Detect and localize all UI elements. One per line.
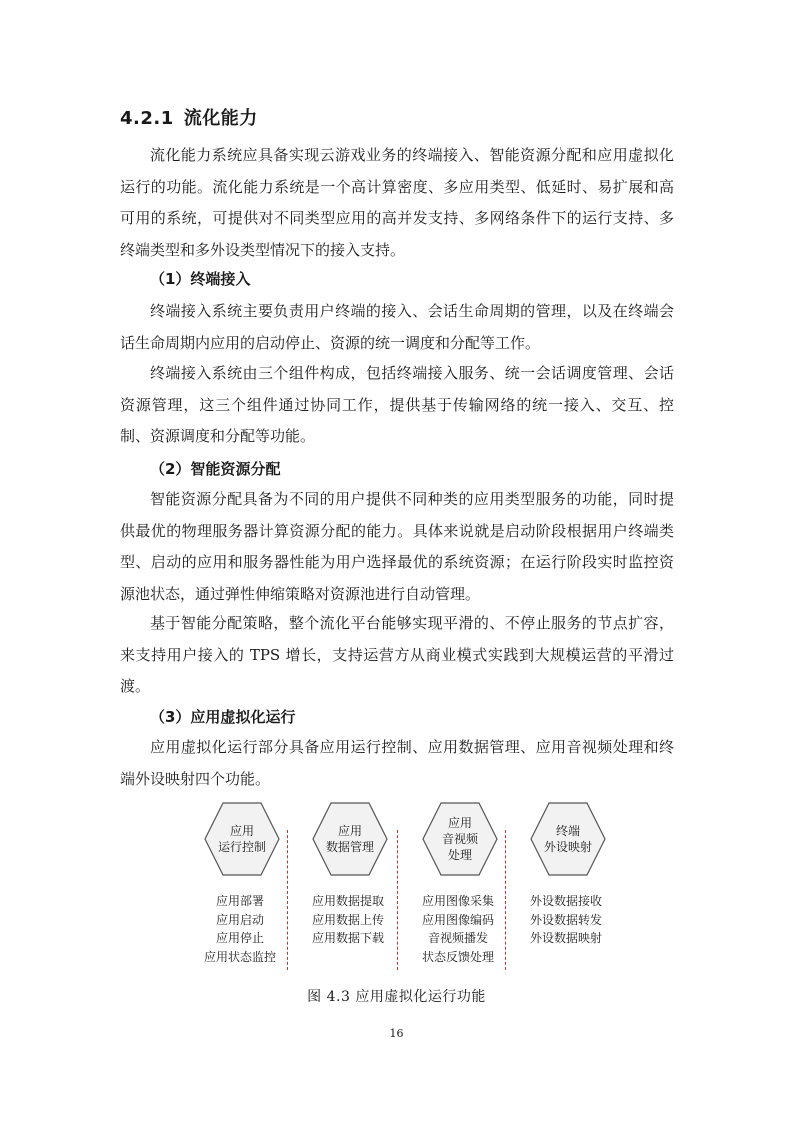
- subheading-app-virtualization: （3）应用虚拟化运行: [150, 708, 296, 726]
- section-title: 流化能力: [183, 108, 258, 129]
- function-item: 应用启动: [215, 912, 264, 927]
- hex-line: 应用: [447, 816, 472, 830]
- function-item: 状态反馈处理: [421, 949, 494, 964]
- dashed-divider: [397, 830, 398, 970]
- function-item: 应用停止: [215, 931, 264, 945]
- hex-line: 处理: [447, 848, 472, 862]
- resource-paragraph-1: 智能资源分配具备为不同的用户提供不同种类的应用类型服务的功能，同时提供最优的物理服务器计算资源分配的能力。具体来说就是启动阶段根据用户终端类型、启动的应用和服务器性能为用户选择最优的系统资源；在运行阶段实时监控资源池状态，通过弹性伸缩策略对资源池进行自动管理。: [120, 490, 674, 603]
- hexagon-av-processing: [421, 800, 499, 878]
- hexagon-data-management: [311, 800, 389, 878]
- diagram-column-av-processing: [403, 800, 513, 975]
- resource-paragraph-2: 基于智能分配策略，整个流化平台能够实现平滑的、不停止服务的节点扩容，来支持用户接入的 TPS 增长，支持运营方从商业模式实践到大规模运营的平滑过渡。: [120, 614, 674, 695]
- dashed-divider: [287, 830, 288, 970]
- hex-line: 数据管理: [325, 840, 374, 854]
- function-item: 应用部署: [215, 894, 264, 908]
- hexagon-peripheral-mapping: [529, 800, 607, 878]
- function-item: 外设数据接收: [529, 894, 602, 908]
- hexagon-run-control: [203, 800, 281, 878]
- hex-line: 应用: [337, 824, 362, 838]
- function-item: 应用图像编码: [421, 912, 494, 927]
- diagram-column-data-management: [293, 800, 403, 975]
- hex-line: 音视频: [441, 832, 478, 846]
- hexagon-label: [311, 800, 389, 878]
- function-item: 应用数据提取: [311, 894, 384, 908]
- dashed-divider: [505, 830, 506, 970]
- function-list: [185, 892, 295, 966]
- section-number: 4.2.1: [120, 108, 174, 129]
- function-item: 应用状态监控: [203, 949, 276, 964]
- hexagon-label: [529, 800, 607, 878]
- function-diagram: [185, 800, 615, 975]
- subheading-terminal-access: （1）终端接入: [150, 270, 251, 288]
- function-item: 外设数据映射: [529, 931, 602, 945]
- hexagon-label: [203, 800, 281, 878]
- terminal-paragraph-2: 终端接入系统由三个组件构成，包括终端接入服务、统一会话调度管理、会话资源管理，这三个组件通过协同工作，提供基于传输网络的统一接入、交互、控制、资源调度和分配等功能。: [120, 364, 674, 445]
- figure-caption: 图 4.3 应用虚拟化运行功能: [307, 989, 486, 1005]
- diagram-column-run-control: [185, 800, 295, 975]
- hex-line: 运行控制: [217, 840, 266, 854]
- function-item: 应用图像采集: [421, 894, 494, 908]
- section-heading: [120, 104, 258, 130]
- function-item: 应用数据下载: [311, 931, 384, 945]
- intro-paragraph: 流化能力系统应具备实现云游戏业务的终端接入、智能资源分配和应用虚拟化运行的功能。流化能力系统是一个高计算密度、多应用类型、低延时、易扩展和高可用的系统，可提供对不同类型应用的高并发支持、多网络条件下的运行支持、多终端类型和多外设类型情况下的接入支持。: [120, 146, 674, 259]
- function-item: 外设数据转发: [529, 912, 602, 927]
- subheading-resource-allocation: （2）智能资源分配: [150, 460, 281, 478]
- function-item: 应用数据上传: [311, 912, 384, 927]
- function-list: [293, 892, 403, 948]
- hex-line: 终端: [555, 824, 580, 838]
- terminal-paragraph-1: 终端接入系统主要负责用户终端的接入、会话生命周期的管理，以及在终端会话生命周期内应用的启动停止、资源的统一调度和分配等工作。: [120, 302, 674, 352]
- hex-line: 应用: [229, 824, 254, 838]
- diagram-column-peripheral-mapping: [511, 800, 621, 975]
- function-list: [403, 892, 513, 966]
- virtual-paragraph-1: 应用虚拟化运行部分具备应用运行控制、应用数据管理、应用音视频处理和终端外设映射四个功能。: [120, 738, 674, 788]
- hexagon-label: [421, 800, 499, 878]
- hex-line: 外设映射: [543, 840, 592, 854]
- page-number: 16: [389, 1027, 404, 1040]
- function-item: 音视频播发: [427, 931, 488, 945]
- function-list: [511, 892, 621, 948]
